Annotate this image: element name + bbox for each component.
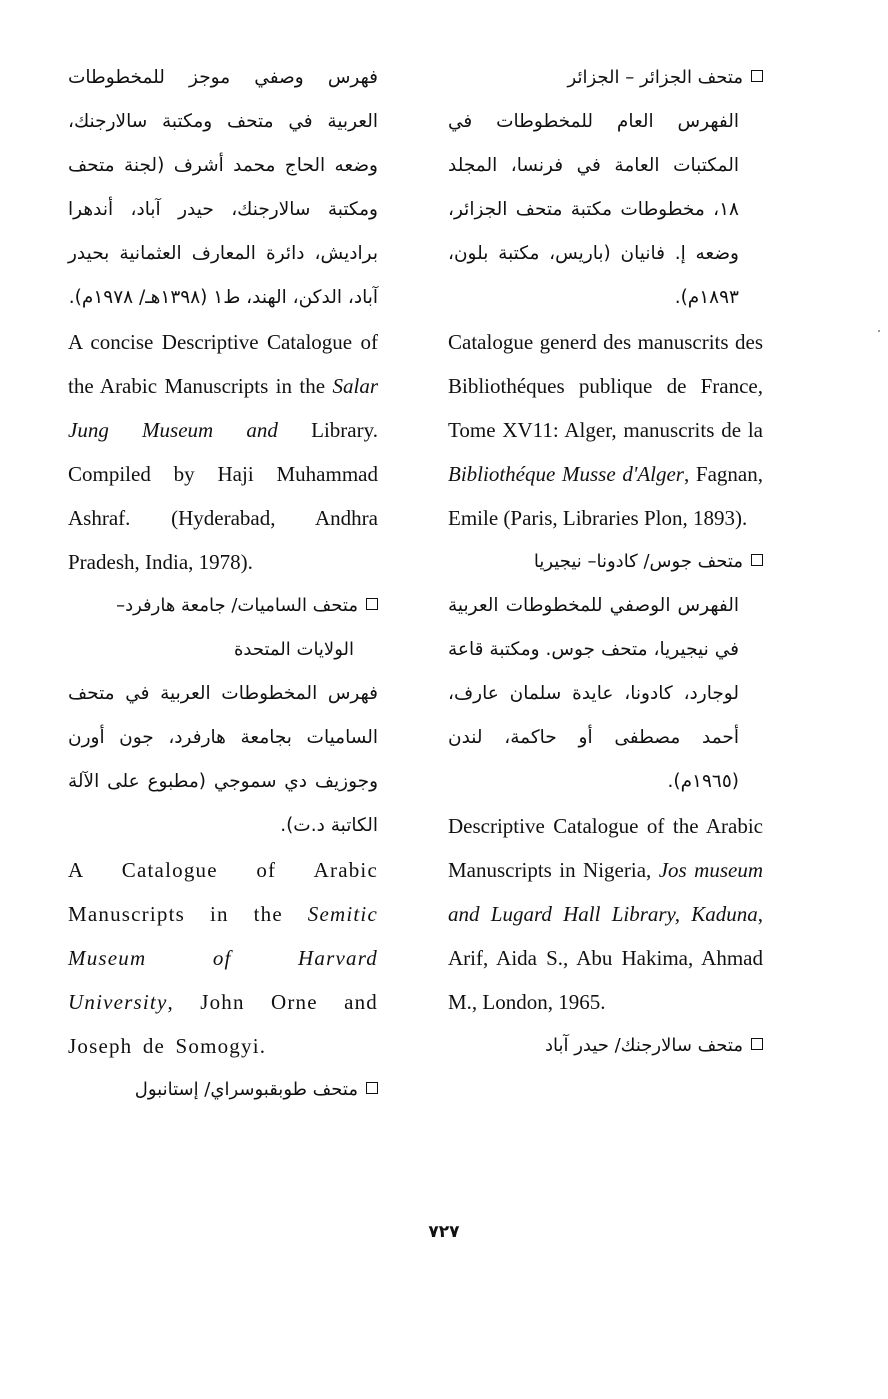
- checkbox-bullet-icon: [366, 598, 378, 610]
- checkbox-bullet-icon: [366, 1082, 378, 1094]
- entry-heading-jos: متحف جوس/ كادونا– نيجيريا: [448, 540, 763, 584]
- entry-heading-topkapi: متحف طوبقبوسراي/ إستانبول: [68, 1068, 378, 1112]
- english-citation-algiers: Catalogue generd des manuscrits des Bibliothéques publique de France, Tome XV11: Alger, manuscrits de la Bibliothéque Musse d'Alger, Fagnan, Emile (Paris, Libraries Plon, 1893).: [448, 330, 763, 530]
- arabic-citation-salar-jung: فهرس وصفي موجز للمخطوطات العربية في متحف ومكتبة سالارجنك، وضعه الحاج محمد أشرف (لجنة متحف ومكتبة سالارجنك، حيدر آباد، أندهرا براديش، دائرة المعارف العثمانية بحيدر آباد، الدكن، الهند، ط١ (١٣٩٨هـ/ ١٩٧٨م).: [68, 67, 378, 308]
- arabic-citation-algiers: الفهرس العام للمخطوطات في المكتبات العامة في فرنسا، المجلد ١٨، مخطوطات مكتبة متحف الجزائر، وضعه إ. فانيان (باريس، مكتبة بلون، ١٨٩٣م).: [448, 111, 739, 308]
- entry-heading-semitic-museum-line2: الولايات المتحدة: [233, 639, 354, 660]
- entry-heading-semitic-museum: متحف الساميات/ جامعة هارفرد–: [68, 584, 378, 628]
- checkbox-bullet-icon: [751, 554, 763, 566]
- checkbox-bullet-icon: [751, 1038, 763, 1050]
- entry-heading-algiers: متحف الجزائر – الجزائر: [448, 56, 763, 100]
- page-number: ٧٢٧: [428, 1222, 460, 1242]
- checkbox-bullet-icon: [751, 70, 763, 82]
- left-column: [68, 56, 378, 1112]
- arabic-citation-jos: الفهرس الوصفي للمخطوطات العربية في نيجيريا، متحف جوس. ومكتبة قاعة لوجارد، كادونا، عايدة سلمان عارف، أحمد مصطفى أو حاكمة، لندن (١٩٦٥م).: [448, 595, 739, 792]
- english-citation-semitic-museum: A Catalogue of Arabic Manuscripts in the Semitic Museum of Harvard University, John Orne and Joseph de Somogyi.: [68, 858, 378, 1058]
- right-column: [448, 56, 763, 1068]
- arabic-citation-semitic-museum: فهرس المخطوطات العربية في متحف الساميات بجامعة هارفرد، جون أورن وجوزيف دي سموجي (مطبوع على الآلة الكاتبة د.ت).: [68, 683, 378, 836]
- entry-heading-salar-jung: متحف سالارجنك/ حيدر آباد: [448, 1024, 763, 1068]
- english-citation-salar-jung: A concise Descriptive Catalogue of the Arabic Manuscripts in the Salar Jung Museum and Library. Compiled by Haji Muhammad Ashraf. (Hyderabad, Andhra Pradesh, India, 1978).: [68, 330, 378, 574]
- english-citation-jos: Descriptive Catalogue of the Arabic Manuscripts in Nigeria, Jos museum and Lugard Hall Library, Kaduna, Arif, Aida S., Abu Hakima, Ahmad M., London, 1965.: [448, 814, 764, 1014]
- scan-mark: [878, 330, 880, 332]
